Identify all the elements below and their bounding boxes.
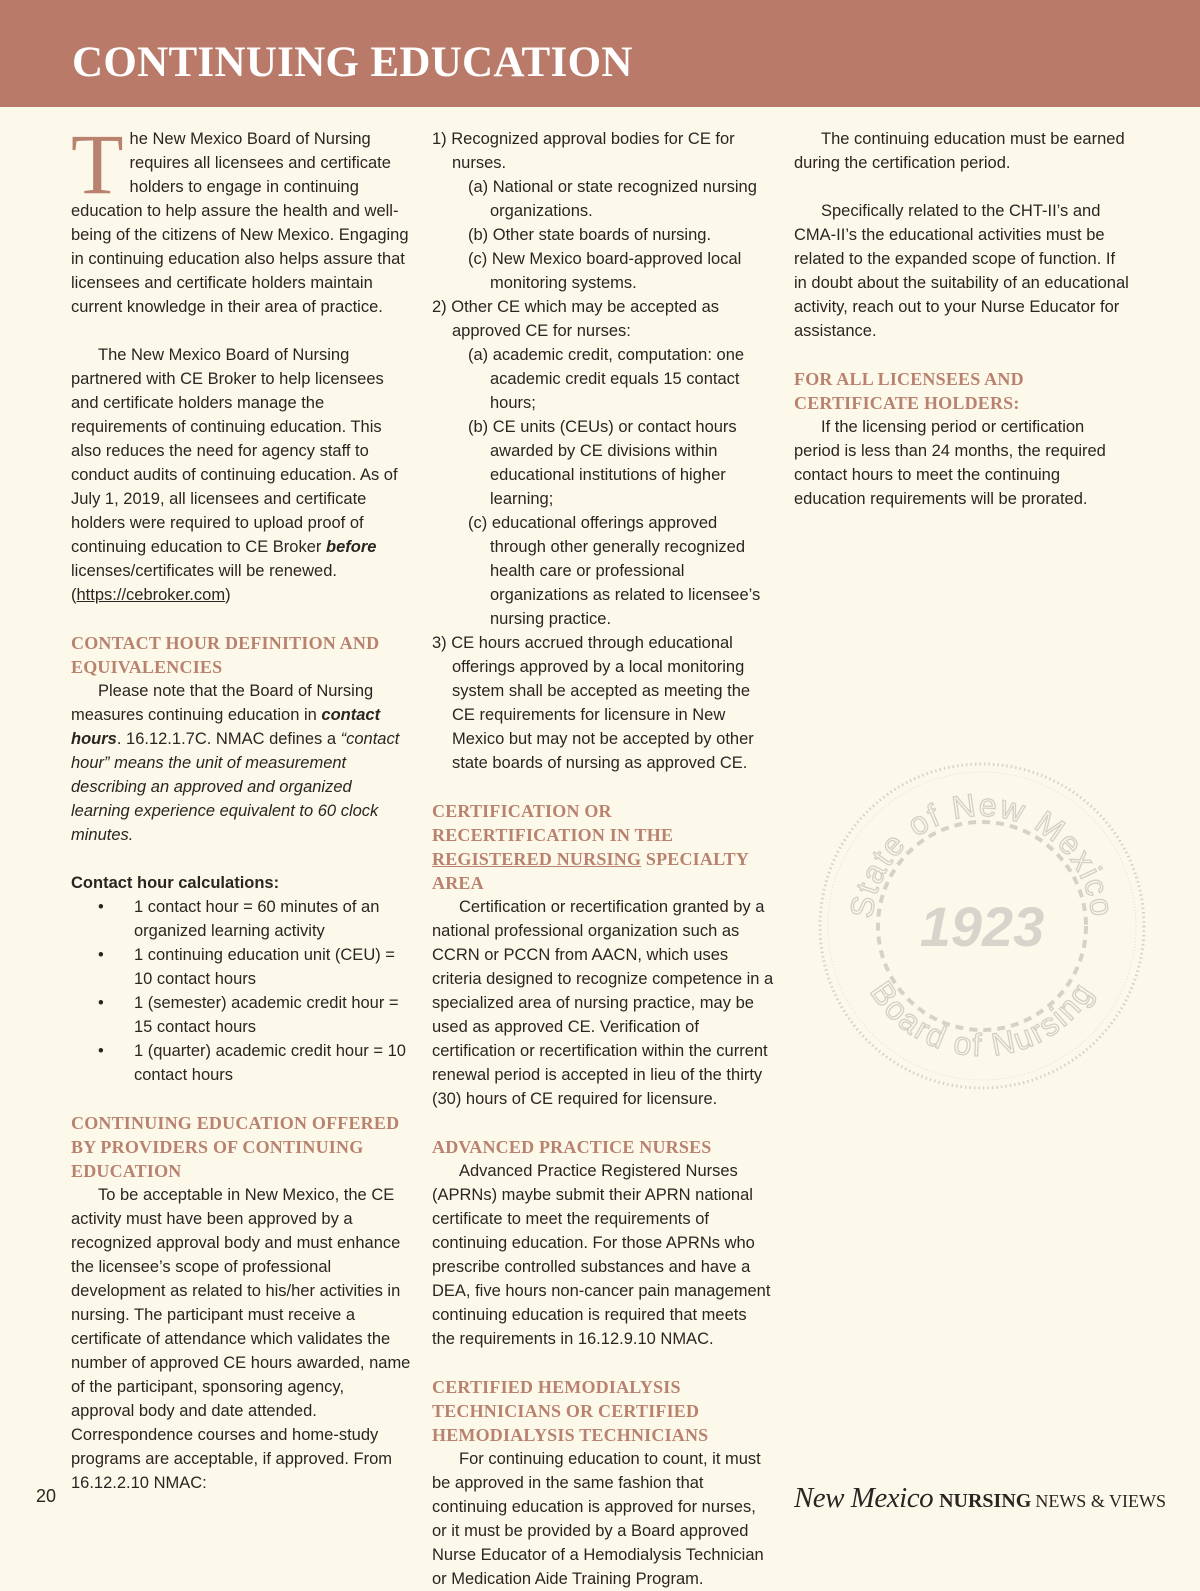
list-item: • 1 contact hour = 60 minutes of an organized learning activity: [71, 895, 411, 943]
list-item: (c) New Mexico board-approved local monitoring systems.: [468, 250, 742, 292]
apn-heading: ADVANCED PRACTICE NURSES: [432, 1137, 712, 1157]
board-seal-watermark: [812, 756, 1152, 1096]
intro-paragraph: [71, 116, 411, 319]
certification-heading: CERTIFICATION OR RECERTIFICATION IN THE REGISTERED NURSING SPECIALTY AREA: [432, 801, 749, 893]
list-item: • 1 (semester) academic credit hour = 15 contact hours: [71, 991, 411, 1039]
list-item: 1) Recognized approval bodies for CE for nurses.: [432, 130, 735, 172]
list-item: • 1 continuing education unit (CEU) = 10 contact hours: [71, 943, 411, 991]
apn-paragraph: Advanced Practice Registered Nurses (APRNs) maybe submit their APRN national certificate to meet the requirements of continuing education. For those APRNs who prescribe controlled substances and have a DEA, five hours non-cancer pain management continuing education is required that meets the requirements in 16.12.9.10 NMAC.: [432, 1162, 771, 1348]
list-item: 2) Other CE which may be accepted as approved CE for nurses:: [432, 298, 720, 340]
masthead-rest: NEWS & VIEWS: [1035, 1491, 1166, 1511]
list-item: • 1 (quarter) academic credit hour = 10 contact hours: [71, 1039, 411, 1087]
cht-cma-paragraph: Specifically related to the CHT-II’s and CMA-II’s the educational activities must be related to the expanded scope of function. If in doubt about the suitability of an educational activity, reach out to your Nurse Educator for assistance.: [794, 202, 1129, 340]
offered-paragraph: To be acceptable in New Mexico, the CE activity must have been approved by a recognized approval body and must enhance the licensee’s scope of professional development as related to his/her activities in nursing. The participant must receive a certificate of attendance which validates the number of approved CE hours awarded, name of the participant, sponsoring agency, approval body and date attended. Correspondence courses and home-study programs are acceptable, if approved. From 16.12.2.10 NMAC:: [71, 1186, 411, 1492]
hemodialysis-heading: CERTIFIED HEMODIALYSIS TECHNICIANS OR CERTIFIED HEMODIALYSIS TECHNICIANS: [432, 1377, 709, 1445]
seal-bottom-text: Board of Nursing: [863, 974, 1101, 1064]
seal-year: 1923: [919, 895, 1045, 958]
list-item: 3) CE hours accrued through educational offerings approved by a local monitoring system shall be accepted as meeting the CE requirements for licensure in New Mexico but may not be accepted by other state boards of nursing as approved CE.: [432, 634, 754, 772]
calc-list: [71, 895, 411, 1087]
intro-text: he New Mexico Board of Nursing requires all licensees and certificate holders to engage in continuing education to help assure the health and well-being of the citizens of New Mexico. Engaging in continuing education also helps assure that licensees and certificate holders maintain current knowledge in their area of practice.: [71, 130, 409, 316]
page-title: CONTINUING EDUCATION: [72, 39, 633, 86]
list-item: (c) educational offerings approved through other generally recognized health care or professional organizations as related to licensee’s nursing practice.: [468, 514, 761, 628]
all-licensees-heading: FOR ALL LICENSEES AND CERTIFICATE HOLDERS:: [794, 369, 1024, 413]
column-3: [794, 127, 1132, 511]
contact-hour-paragraph: Please note that the Board of Nursing measures continuing education in contact hours. 16.12.1.7C. NMAC defines a “contact hour” means the unit of measurement describing an approved and organized learning experience equivalent to 60 clock minutes.: [71, 682, 400, 844]
publication-masthead: [794, 1482, 1166, 1515]
list-item: (b) Other state boards of nursing.: [468, 226, 712, 244]
page-number: 20: [36, 1486, 57, 1506]
calc-heading: Contact hour calculations:: [71, 874, 280, 892]
header-banner: [0, 0, 1200, 107]
ce-broker-paragraph: The New Mexico Board of Nursing partnered with CE Broker to help licensees and certificate holders manage the requirements of continuing education. This also reduces the need for agency staff to conduct audits of continuing education. As of July 1, 2019, all licensees and certificate holders were required to upload proof of continuing education to CE Broker before licenses/certificates will be renewed. (https://cebroker.com): [71, 346, 398, 604]
offered-heading: CONTINUING EDUCATION OFFERED BY PROVIDERS OF CONTINUING EDUCATION: [71, 1113, 400, 1181]
column-2: [432, 127, 774, 1591]
certification-period-paragraph: The continuing education must be earned during the certification period.: [794, 130, 1125, 172]
prorated-paragraph: If the licensing period or certification period is less than 24 months, the required contact hours to meet the continuing education requirements will be prorated.: [794, 418, 1106, 508]
seal-top-text: State of New Mexico: [843, 786, 1121, 921]
certification-paragraph: Certification or recertification granted by a national professional organization such as CCRN or PCCN from AACN, which uses criteria designed to recognize competence in a specialized area of nursing practice, may be used as approved CE. Verification of certification or recertification within the current renewal period is accepted in lieu of the thirty (30) hours of CE required for licensure.: [432, 898, 774, 1108]
cebroker-link[interactable]: https://cebroker.com: [76, 586, 226, 604]
contact-hour-heading: CONTACT HOUR DEFINITION AND EQUIVALENCIES: [71, 633, 380, 677]
list-item: (a) academic credit, computation: one academic credit equals 15 contact hours;: [468, 346, 745, 412]
masthead-script: New Mexico: [793, 1482, 934, 1514]
list-item: (a) National or state recognized nursing organizations.: [468, 178, 757, 220]
masthead-bold: NURSING: [939, 1490, 1032, 1512]
hemodialysis-paragraph: For continuing education to count, it must be approved in the same fashion that continuing education is approved for nurses, or it must be provided by a Board approved Nurse Educator of a Hemodialysis Technician or Medication Aide Training Program.: [432, 1450, 764, 1588]
list-item: (b) CE units (CEUs) or contact hours awarded by CE divisions within educational institutions of higher learning;: [468, 418, 737, 508]
svg-text:Board of Nursing: [863, 975, 1100, 1064]
drop-cap: T: [71, 116, 124, 212]
column-1: [71, 116, 411, 1495]
